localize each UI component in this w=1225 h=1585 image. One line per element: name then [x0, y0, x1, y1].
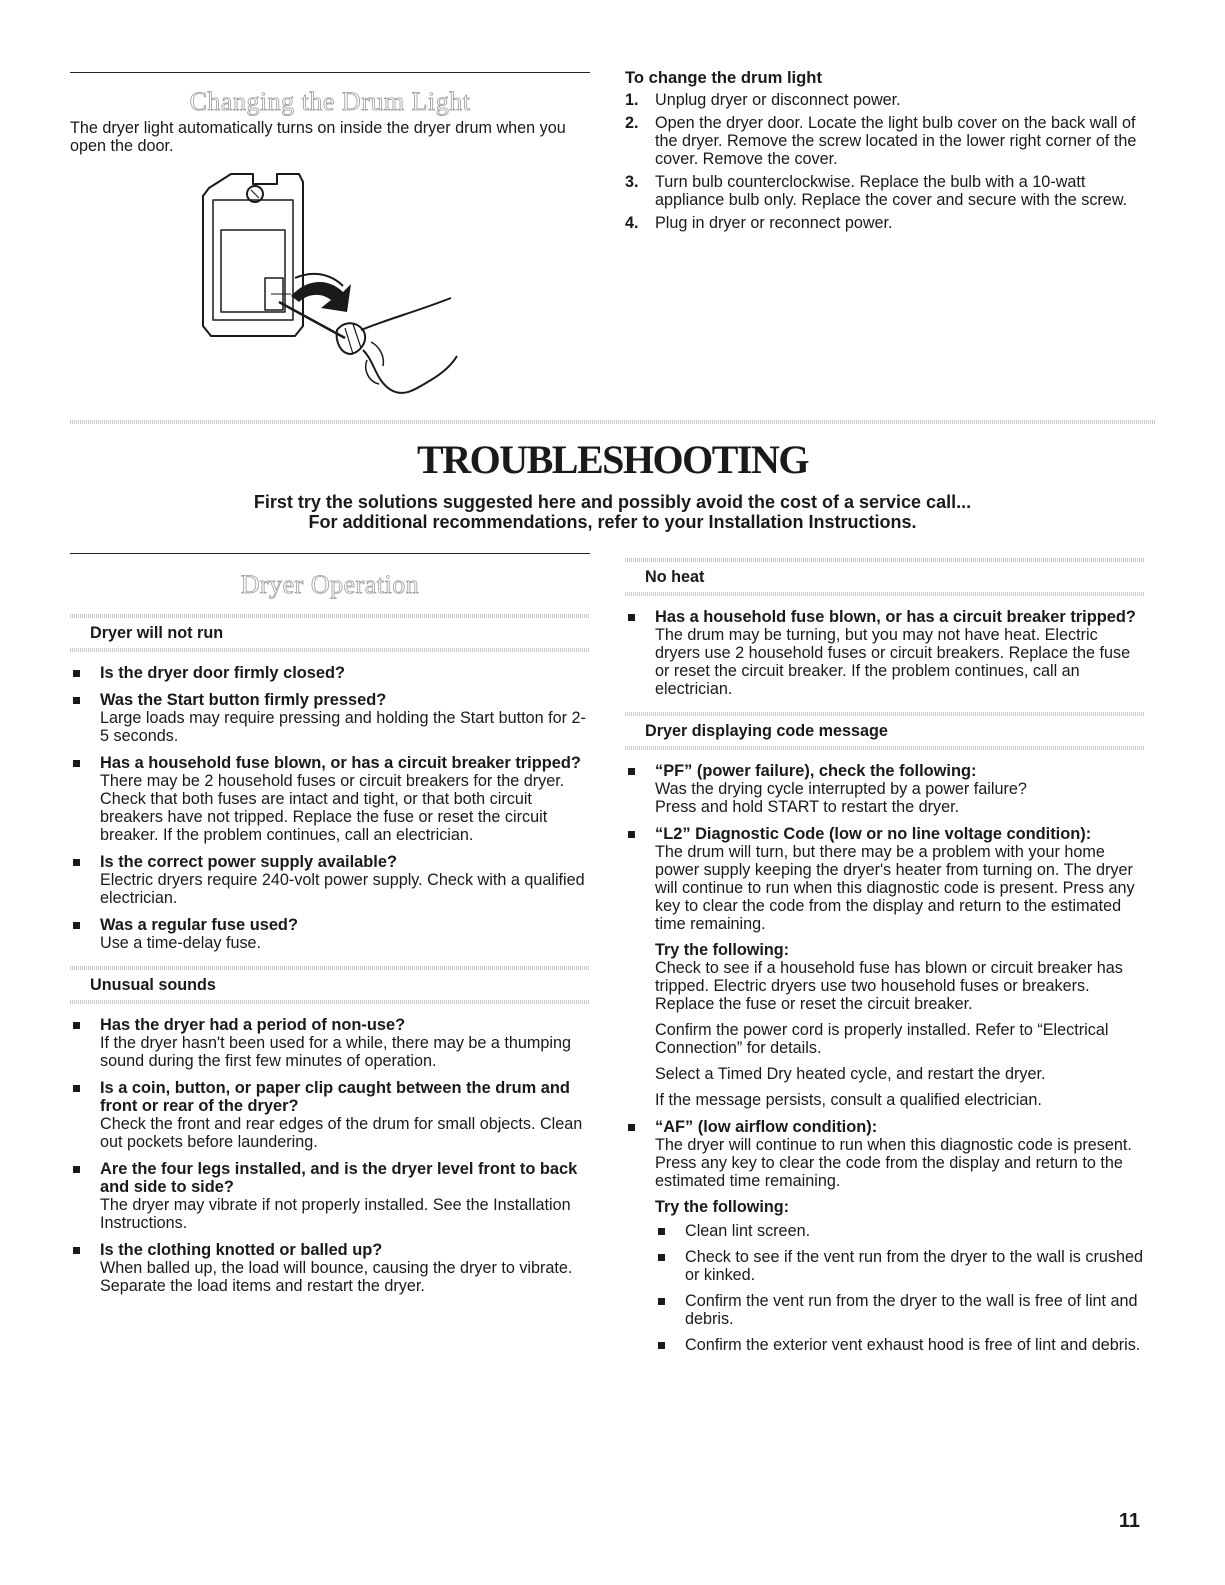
answer: Electric dryers require 240-volt power supply. Check with a qualified electrician. — [100, 871, 585, 907]
section-rule — [625, 746, 1145, 750]
try-following-label: Try the following: — [655, 1198, 789, 1216]
step-item — [625, 114, 1140, 168]
step-text: Unplug dryer or disconnect power. — [655, 91, 901, 109]
sub-list-item — [655, 1248, 1145, 1284]
drum-light-section — [70, 72, 590, 155]
left-column-rule — [70, 553, 590, 554]
step-number: 3. — [625, 173, 639, 191]
bullet-icon — [73, 859, 80, 866]
bullet-icon — [73, 1247, 80, 1254]
bullet-icon — [73, 1166, 80, 1173]
no-heat-heading: No heat — [645, 568, 705, 586]
answer: Use a time-delay fuse. — [100, 934, 262, 952]
bullet-icon — [658, 1298, 665, 1305]
list-item — [70, 664, 590, 682]
sub-item-text: Confirm the exterior vent exhaust hood is free of lint and debris. — [685, 1336, 1141, 1354]
bullet-icon — [628, 831, 635, 838]
troubleshooting-title: TROUBLESHOOTING — [417, 437, 808, 482]
sub-item-text: Clean lint screen. — [685, 1222, 811, 1240]
bullet-icon — [73, 922, 80, 929]
dryer-operation-title: Dryer Operation — [240, 570, 420, 599]
step-text: Turn bulb counterclockwise. Replace the bulb with a 10-watt appliance bulb only. Replace the cover and secure with the screw. — [655, 173, 1128, 209]
question: Has a household fuse blown, or has a circuit breaker tripped? — [655, 608, 1136, 626]
answer: There may be 2 household fuses or circuit breakers for the dryer. Check that both fuses are intact and tight, or that both circuit breakers have not tripped. Replace the fuse or reset the circuit breaker. If the problem continues, call an electrician. — [100, 772, 565, 844]
bullet-icon — [73, 1022, 80, 1029]
answer: Check to see if a household fuse has blown or circuit breaker has tripped. Electric dryers use two household fuses or breakers. Replace the fuse or reset the circuit breaker. — [655, 959, 1123, 1013]
answer: The dryer will continue to run when this diagnostic code is present. Press any key to clear the code from the display and return to the estimated time remaining. — [655, 1136, 1132, 1190]
drum-light-illustration — [195, 170, 465, 410]
step-number: 4. — [625, 214, 639, 232]
step-item — [625, 173, 1140, 209]
answer: The drum will turn, but there may be a problem with your home power supply keeping the dryer's heater from turning on. The dryer will continue to run when this diagnostic code is present. Press any key to clear the code from the display and return to the estimated time remaining. — [655, 843, 1135, 933]
answer: Large loads may require pressing and holding the Start button for 2-5 seconds. — [100, 709, 586, 745]
answer: Select a Timed Dry heated cycle, and restart the dryer. — [655, 1065, 1046, 1083]
list-item-pf — [625, 762, 1145, 816]
no-heat-list — [625, 608, 1145, 698]
answer: The dryer may vibrate if not properly installed. See the Installation Instructions. — [100, 1196, 571, 1232]
bullet-icon — [73, 760, 80, 767]
unusual-sounds-list — [70, 1016, 590, 1295]
page-number: 11 — [1118, 1510, 1140, 1532]
bullet-icon — [628, 614, 635, 621]
answer: Check the front and rear edges of the drum for small objects. Clean out pockets before laundering. — [100, 1115, 583, 1151]
list-item — [70, 916, 590, 952]
question: “PF” (power failure), check the following: — [655, 762, 977, 780]
section-rule — [625, 592, 1145, 596]
bullet-icon — [658, 1254, 665, 1261]
list-item — [70, 754, 590, 844]
question: Has a household fuse blown, or has a circuit breaker tripped? — [100, 754, 581, 772]
dryer-operation-column — [70, 553, 590, 1304]
list-item — [70, 1160, 590, 1232]
step-item — [625, 91, 1140, 109]
drum-light-intro: The dryer light automatically turns on inside the dryer drum when you open the door. — [70, 119, 566, 155]
question: Was a regular fuse used? — [100, 916, 298, 934]
question: Is a coin, button, or paper clip caught between the drum and front or rear of the dryer? — [100, 1079, 570, 1115]
af-sub-list — [655, 1222, 1145, 1354]
bullet-icon — [658, 1342, 665, 1349]
answer: Press and hold START to restart the dryer. — [655, 798, 960, 816]
answer: If the dryer hasn't been used for a while, there may be a thumping sound during the first few minutes of operation. — [100, 1034, 572, 1070]
sub-item-text: Check to see if the vent run from the dryer to the wall is crushed or kinked. — [685, 1248, 1143, 1284]
try-following-label: Try the following: — [655, 941, 789, 959]
sub-list-item — [655, 1336, 1145, 1354]
section-rule — [70, 1000, 590, 1004]
code-message-heading: Dryer displaying code message — [645, 722, 888, 740]
list-item — [70, 853, 590, 907]
drum-light-title: Changing the Drum Light — [189, 87, 471, 116]
step-text: Open the dryer door. Locate the light bulb cover on the back wall of the dryer. Remove the screw located in the lower right corner of the cover. Remove the cover. — [655, 114, 1137, 168]
answer: When balled up, the load will bounce, causing the dryer to vibrate. Separate the load items and restart the dryer. — [100, 1259, 573, 1295]
list-item-l2 — [625, 825, 1145, 1109]
bullet-icon — [628, 768, 635, 775]
step-number: 2. — [625, 114, 639, 132]
sub-list-item — [655, 1222, 1145, 1240]
bullet-icon — [73, 697, 80, 704]
answer: Confirm the power cord is properly installed. Refer to “Electrical Connection” for details. — [655, 1021, 1109, 1057]
bullet-icon — [628, 1124, 635, 1131]
section-rule — [70, 648, 590, 652]
code-message-list — [625, 762, 1145, 1354]
top-rule — [70, 72, 590, 73]
bullet-icon — [73, 1085, 80, 1092]
step-item — [625, 214, 1140, 232]
question: “AF” (low airflow condition): — [655, 1118, 878, 1136]
answer: If the message persists, consult a qualified electrician. — [655, 1091, 1042, 1109]
question: Is the dryer door firmly closed? — [100, 664, 346, 682]
list-item — [625, 608, 1145, 698]
list-item — [70, 1016, 590, 1070]
right-column — [625, 558, 1145, 1363]
question: Is the clothing knotted or balled up? — [100, 1241, 383, 1259]
will-not-run-list — [70, 664, 590, 952]
will-not-run-heading: Dryer will not run — [90, 624, 224, 642]
question: Is the correct power supply available? — [100, 853, 397, 871]
step-number: 1. — [625, 91, 639, 109]
troubleshooting-subtitle-2: For additional recommendations, refer to your Installation Instructions. — [308, 512, 917, 532]
step-text: Plug in dryer or reconnect power. — [655, 214, 893, 232]
sub-list-item — [655, 1292, 1145, 1328]
bullet-icon — [73, 670, 80, 677]
unusual-sounds-heading: Unusual sounds — [90, 976, 216, 994]
steps-list — [625, 91, 1140, 232]
answer: Was the drying cycle interrupted by a power failure? — [655, 780, 1027, 798]
answer: The drum may be turning, but you may not have heat. Electric dryers use 2 household fuses or circuit breakers. Replace the fuse or reset the circuit breaker. If the problem continues, call an electrician. — [655, 626, 1131, 698]
steps-heading: To change the drum light — [625, 68, 822, 87]
question: “L2” Diagnostic Code (low or no line voltage condition): — [655, 825, 1092, 843]
troubleshooting-header — [0, 436, 1225, 532]
troubleshooting-subtitle-1: First try the solutions suggested here and possibly avoid the cost of a service call... — [253, 492, 972, 512]
question: Was the Start button firmly pressed? — [100, 691, 387, 709]
question: Has the dryer had a period of non-use? — [100, 1016, 406, 1034]
section-divider — [70, 420, 1155, 424]
list-item — [70, 691, 590, 745]
bullet-icon — [658, 1228, 665, 1235]
list-item — [70, 1079, 590, 1151]
question: Are the four legs installed, and is the dryer level front to back and side to side? — [100, 1160, 578, 1196]
list-item — [70, 1241, 590, 1295]
list-item-af — [625, 1118, 1145, 1354]
drum-light-steps — [625, 68, 1140, 237]
sub-item-text: Confirm the vent run from the dryer to the wall is free of lint and debris. — [685, 1292, 1138, 1328]
